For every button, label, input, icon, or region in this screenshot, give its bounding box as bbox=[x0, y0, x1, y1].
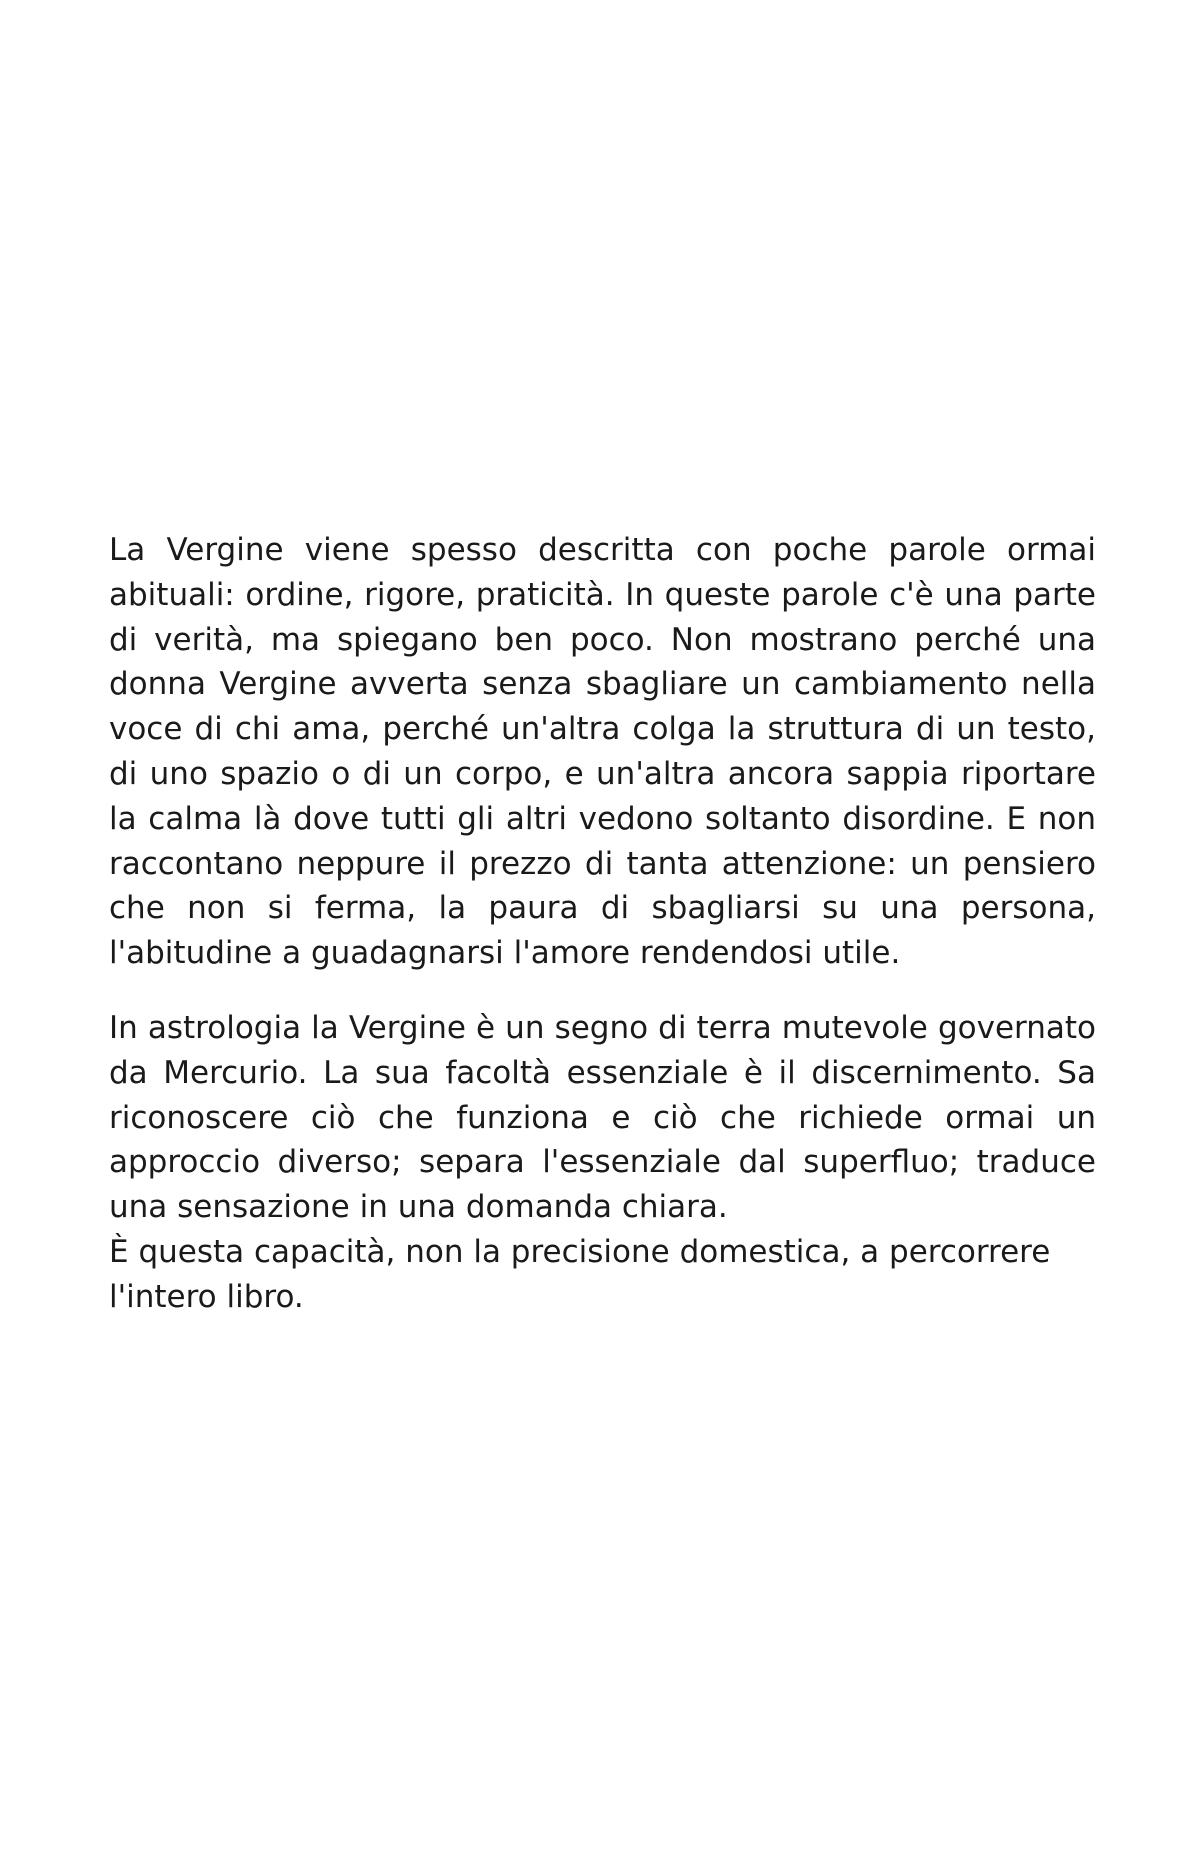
paragraph-book-theme: È questa capacità, non la precisione domestica, a percorrere l'intero libro. bbox=[109, 1233, 1051, 1315]
paragraph-astrology: In astrologia la Vergine è un segno di terra mutevole governato da Mercurio. La sua facoltà essenziale è il discernimento. Sa riconoscere ciò che funziona e ciò che richiede ormai un approccio diverso; separa l'essenziale dal superfluo; traduce una sensazione in una domanda chiara. bbox=[109, 1009, 1096, 1226]
paragraph-virgo-description: La Vergine viene spesso descritta con poche parole ormai abituali: ordine, rigore, praticità. In queste parole c'è una parte di verità, ma spiegano ben poco. Non mostrano perché una donna Vergine avverta senza sbagliare un cambiamento nella voce di chi ama, perché un'altra colga la struttura di un testo, di uno spazio o di un corpo, e un'altra ancora sappia riportare la calma là dove tutti gli altri vedono soltanto disordine. E non raccontano neppure il prezzo di tanta attenzione: un pensiero che non si ferma, la paura di sbagliarsi su una persona, l'abitudine a guadagnarsi l'amore rendendosi utile. bbox=[109, 532, 1096, 972]
body-text bbox=[109, 528, 1096, 1320]
